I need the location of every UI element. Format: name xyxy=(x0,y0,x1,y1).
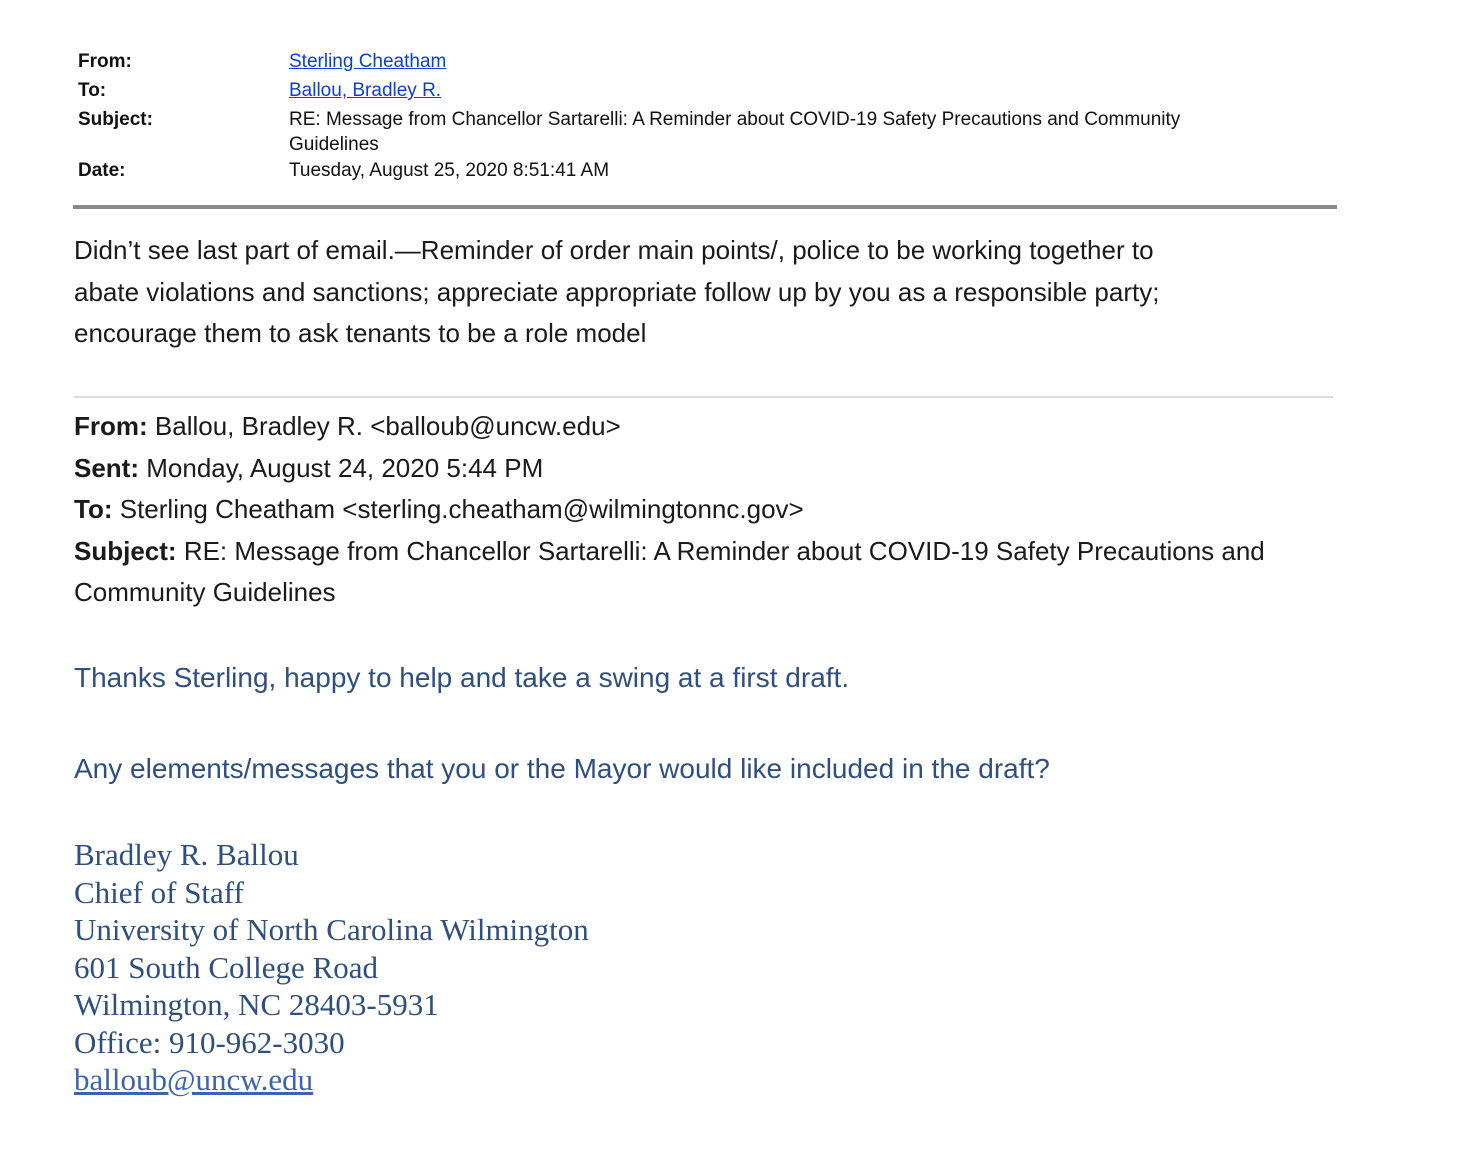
quoted-sent-value: Monday, August 24, 2020 5:44 PM xyxy=(146,452,544,483)
quoted-sent-label: Sent: xyxy=(74,452,139,483)
header-subject-line-1: RE: Message from Chancellor Sartarelli: A Reminder about COVID-19 Safety Precautions and Community xyxy=(289,109,1181,130)
header-subject-value xyxy=(289,106,1258,157)
quoted-subject-label: Subject: xyxy=(74,535,177,566)
header-subject-row xyxy=(78,106,1258,157)
signature-name: Bradley R. Ballou xyxy=(74,837,299,872)
quoted-sent-row xyxy=(74,448,1364,490)
header-to-link[interactable]: Ballou, Bradley R. xyxy=(289,80,442,101)
header-date-label: Date: xyxy=(78,160,126,181)
reply-body xyxy=(74,658,1364,789)
quoted-from-label: From: xyxy=(74,411,148,441)
quoted-to-value: Sterling Cheatham <sterling.cheatham@wilmingtonnc.gov> xyxy=(119,494,804,524)
note-line-1: Didn’t see last part of email.—Reminder of order main points/, police to be working together to xyxy=(74,235,1154,265)
header-date-value: Tuesday, August 25, 2020 8:51:41 AM xyxy=(289,160,610,181)
quoted-subject-line-2: Community Guidelines xyxy=(74,577,336,607)
header-subject-label: Subject: xyxy=(78,109,153,130)
reply-line-2: Any elements/messages that you or the Mayor would like included in the draft? xyxy=(74,753,1050,784)
reply-line-1: Thanks Sterling, happy to help and take a swing at a first draft. xyxy=(74,662,850,693)
signature-city: Wilmington, NC 28403-5931 xyxy=(74,987,439,1022)
quoted-divider xyxy=(74,396,1333,398)
quoted-to-row xyxy=(74,489,1364,531)
quoted-to-label: To: xyxy=(74,494,113,524)
signature-email-link[interactable]: balloub@uncw.edu xyxy=(74,1062,314,1097)
header-date-row xyxy=(78,157,1258,186)
note-line-3: encourage them to ask tenants to be a role model xyxy=(74,318,647,348)
note-line-2: abate violations and sanctions; appreciate appropriate follow up by you as a responsible party; xyxy=(74,276,1160,307)
header-from-label: From: xyxy=(78,51,132,72)
quoted-subject-row xyxy=(74,531,1364,573)
quoted-from-row xyxy=(74,406,1364,448)
header-subject-line-2: Guidelines xyxy=(289,134,379,155)
quoted-subject-line-1: RE: Message from Chancellor Sartarelli: A Reminder about COVID-19 Safety Precautions and xyxy=(183,535,1265,566)
email-signature xyxy=(74,836,589,1099)
quoted-message-header xyxy=(74,406,1364,614)
header-from-link[interactable]: Sterling Cheatham xyxy=(289,51,447,72)
message-body-note xyxy=(74,230,1344,355)
signature-title: Chief of Staff xyxy=(74,874,244,910)
header-divider xyxy=(73,205,1337,209)
header-to-label: To: xyxy=(78,80,107,101)
signature-street: 601 South College Road xyxy=(74,949,378,985)
signature-org: University of North Carolina Wilmington xyxy=(74,912,589,947)
email-header xyxy=(78,48,1258,186)
header-to-row xyxy=(78,77,1258,106)
header-from-row xyxy=(78,48,1258,77)
quoted-from-value: Ballou, Bradley R. <balloub@uncw.edu> xyxy=(154,411,621,441)
signature-phone: Office: 910-962-3030 xyxy=(74,1024,345,1060)
